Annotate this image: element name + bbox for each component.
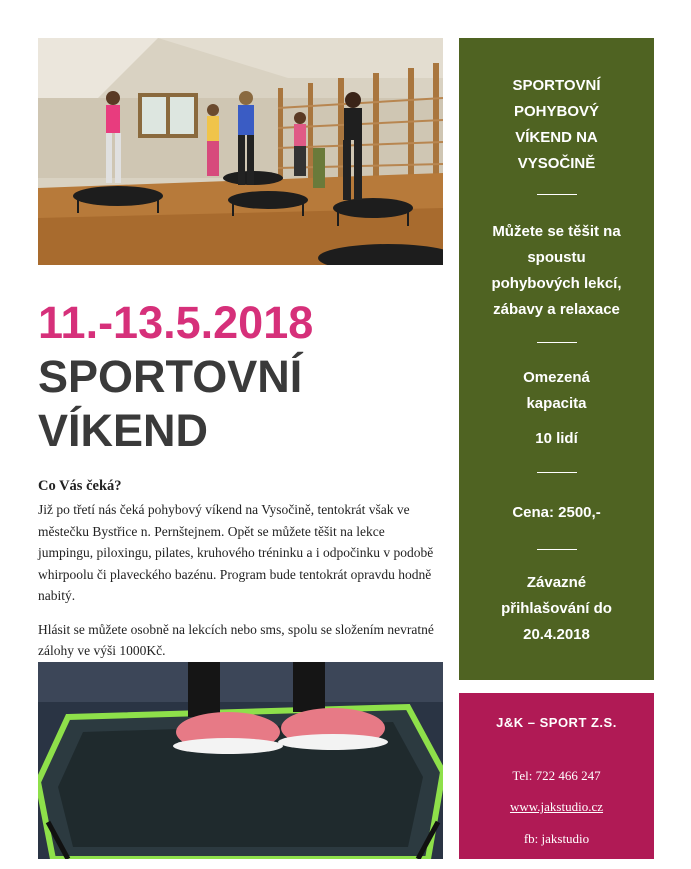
organization-name: J&K – SPORT Z.S. (496, 715, 617, 730)
divider (537, 194, 577, 195)
panel-registration-line-1: Závazné (526, 574, 587, 591)
phone-number: Tel: 722 466 247 (512, 768, 601, 783)
panel-capacity-line-1: Omezená (523, 369, 590, 386)
panel-capacity-count: 10 lidí (535, 430, 578, 447)
panel-title-line-1: SPORTOVNÍ (512, 77, 601, 94)
description-paragraph-2: Hlásit se můžete osobně na lekcích nebo sms, spolu se složením nevratné zálohy ve výši 1000Kč. (38, 621, 434, 658)
panel-title-line-4: VYSOČINĚ (517, 155, 596, 172)
panel-registration (459, 570, 654, 648)
facebook-handle: fb: jakstudio (523, 831, 590, 846)
panel-info (459, 219, 654, 323)
title-line-1: SPORTOVNÍ (38, 351, 303, 402)
trampoline-sneakers-photo (38, 662, 443, 859)
panel-info-line-1: Můžete se těšit na (492, 223, 621, 240)
panel-info-line-4: zábavy a relaxace (493, 301, 620, 318)
gym-trampoline-photo (38, 38, 443, 265)
section-heading: Co Vás čeká? (38, 478, 122, 494)
contact-panel (459, 693, 654, 859)
title-line-2: VÍKEND (38, 405, 209, 456)
panel-info-line-2: spoustu (527, 249, 586, 266)
panel-price: Cena: 2500,- (512, 504, 601, 521)
page-title (38, 350, 302, 458)
panel-info-line-3: pohybových lekcí, (491, 275, 622, 292)
panel-title (459, 73, 654, 177)
website-link[interactable]: www.jakstudio.cz (509, 799, 604, 814)
description-section (38, 478, 443, 674)
panel-registration-line-2: přihlašování do (501, 600, 612, 617)
panel-title-line-2: POHYBOVÝ (513, 103, 600, 120)
divider (537, 472, 577, 473)
panel-capacity (459, 365, 654, 417)
panel-registration-line-3: 20.4.2018 (523, 626, 590, 643)
event-info-panel (459, 38, 654, 680)
divider (537, 342, 577, 343)
event-date: 11.-13.5.2018 (38, 297, 314, 348)
panel-capacity-line-2: kapacita (526, 395, 587, 412)
divider (537, 549, 577, 550)
panel-title-line-3: VÍKEND NA (515, 129, 598, 146)
description-paragraph-1: Již po třetí nás čeká pohybový víkend na Vysočině, tentokrát však ve městečku Bystřice n. Pernštejnem. Opět se můžete těšit na lekce jumpingu, piloxingu, pilates, kruhového tréninku a i odpočinku v podobě whirpoolu či plaveckého bazénu. Program bude tentokrát opravdu hodně nabitý. (38, 502, 434, 603)
